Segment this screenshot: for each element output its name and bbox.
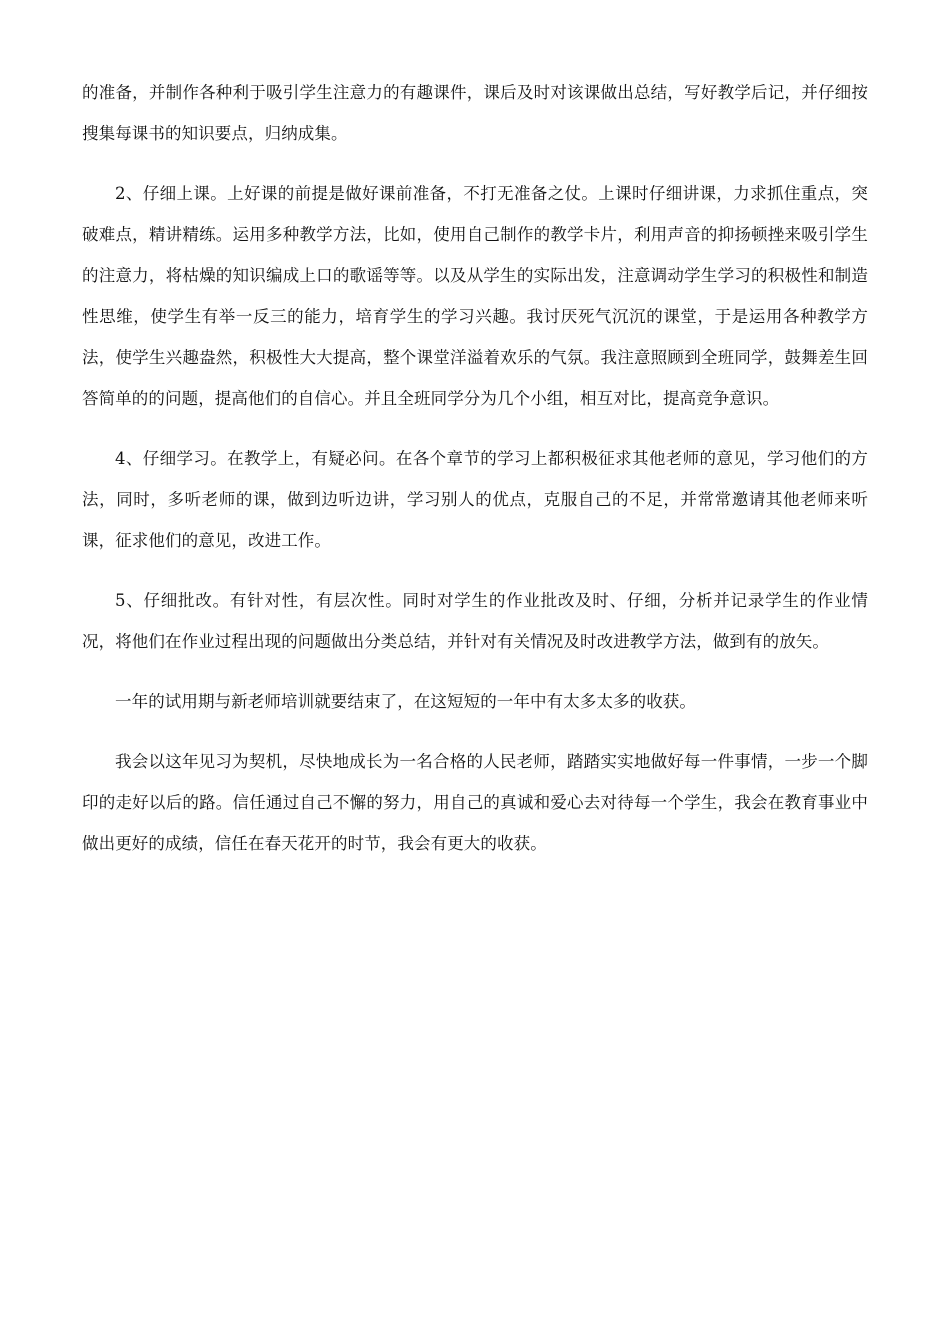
paragraph-closing-resolution: 我会以这年见习为契机，尽快地成长为一名合格的人民老师，踏踏实实地做好每一件事情，一步一个脚印的走好以后的路。信任通过自己不懈的努力，用自己的真诚和爱心去对待每一个学生，我会在教育事业中做出更好的成绩，信任在春天花开的时节，我会有更大的收获。 (82, 752, 868, 853)
paragraph-continuation: 的准备，并制作各种利于吸引学生注意力的有趣课件，课后及时对该课做出总结，写好教学后记，并仔细按搜集每课书的知识要点，归纳成集。 (82, 83, 868, 143)
paragraph-item-2-careful-teaching: 2、仔细上课。上好课的前提是做好课前准备，不打无准备之仗。上课时仔细讲课，力求抓住重点，突破难点，精讲精练。运用多种教学方法，比如，使用自己制作的教学卡片，利用声音的抑扬顿挫来吸引学生的注意力，将枯燥的知识编成上口的歌谣等等。以及从学生的实际出发，注意调动学生学习的积极性和制造性思维，使学生有举一反三的能力，培育学生的学习兴趣。我讨厌死气沉沉的课堂，于是运用各种教学方法，使学生兴趣盎然，积极性大大提高，整个课堂洋溢着欢乐的气氛。我注意照顾到全班同学，鼓舞差生回答简单的的问题，提高他们的自信心。并且全班同学分为几个小组，相互对比，提高竞争意识。 (82, 184, 868, 408)
document-body (82, 72, 868, 883)
paragraph-item-4-careful-study: 4、仔细学习。在教学上，有疑必问。在各个章节的学习上都积极征求其他老师的意见，学习他们的方法，同时，多听老师的课，做到边听边讲，学习别人的优点，克服自己的不足，并常常邀请其他老师来听课，征求他们的意见，改进工作。 (82, 449, 868, 550)
paragraph-probation-summary: 一年的试用期与新老师培训就要结束了，在这短短的一年中有太多太多的收获。 (115, 692, 696, 711)
paragraph-item-5-careful-grading: 5、仔细批改。有针对性，有层次性。同时对学生的作业批改及时、仔细，分析并记录学生的作业情况，将他们在作业过程出现的问题做出分类总结，并针对有关情况及时改进教学方法，做到有的放矢。 (82, 591, 868, 651)
